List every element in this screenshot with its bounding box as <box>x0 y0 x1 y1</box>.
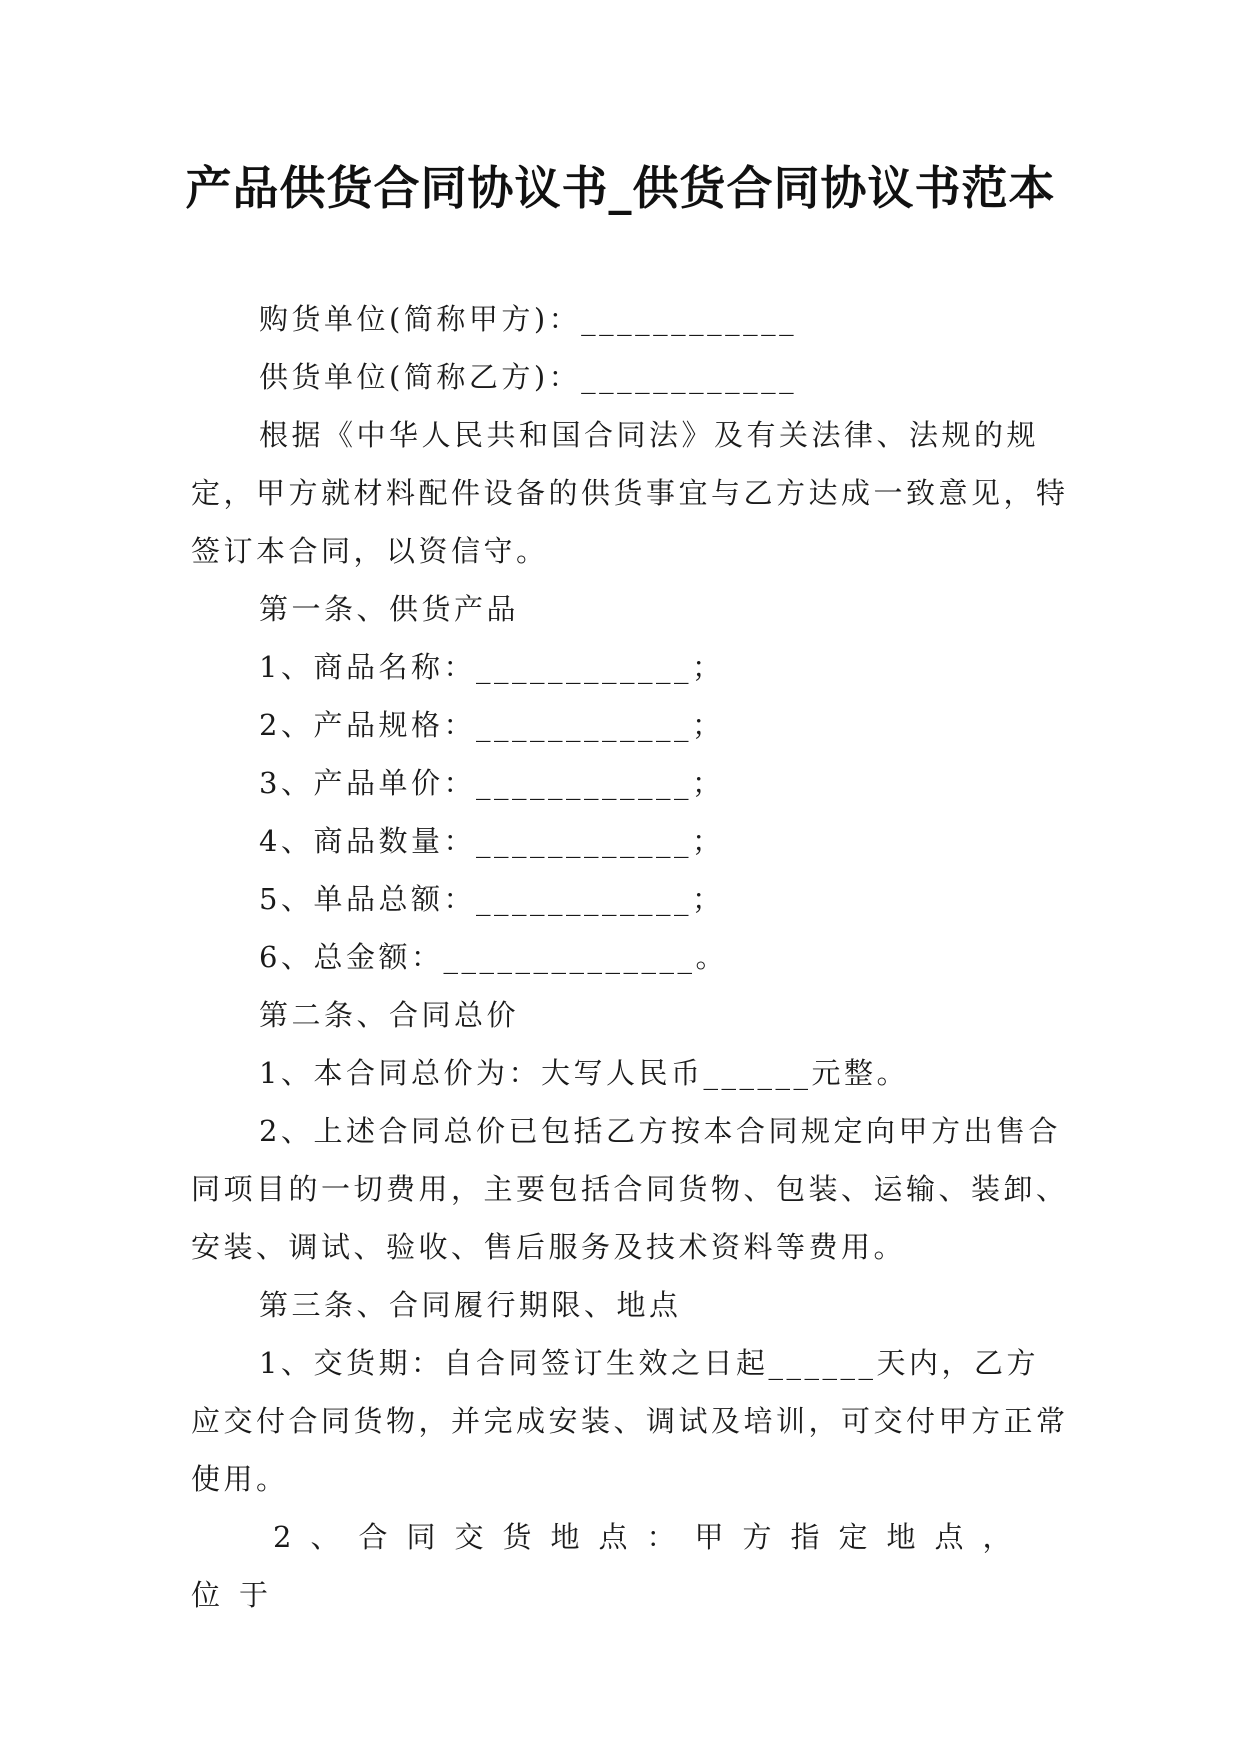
grand-total-line: 6、总金额：______________。 <box>259 940 728 974</box>
product-name-line: 1、商品名称：____________； <box>259 650 725 684</box>
article-3-heading: 第三条、合同履行期限、地点 <box>259 1288 682 1322</box>
delivery-period-paragraph: 1、交货期：自合同签订生效之日起______天内，乙方应交付合同货物，并完成安装、调试及培训，可交付甲方正常使用。 <box>191 1346 1069 1496</box>
contract-price-line: 1、本合同总价为：大写人民币______元整。 <box>259 1056 909 1090</box>
price-inclusion-paragraph: 2、上述合同总价已包括乙方按本合同规定向甲方出售合同项目的一切费用，主要包括合同货物、包装、运输、装卸、安装、调试、验收、售后服务及技术资料等费用。 <box>191 1114 1069 1264</box>
party-a-line: 购货单位(简称甲方)：____________ <box>259 302 798 336</box>
preamble-paragraph: 根据《中华人民共和国合同法》及有关法律、法规的规定，甲方就材料配件设备的供货事宜与乙方达成一致意见，特签订本合同，以资信守。 <box>191 418 1069 568</box>
party-b-line: 供货单位(简称乙方)：____________ <box>259 360 798 394</box>
product-quantity-line: 4、商品数量：____________； <box>259 824 725 858</box>
item-total-line: 5、单品总额：____________； <box>259 882 725 916</box>
delivery-location-line: 2、合同交货地点：甲方指定地点，位于 <box>191 1520 1031 1612</box>
article-1-heading: 第一条、供货产品 <box>259 592 520 626</box>
article-2-heading: 第二条、合同总价 <box>259 998 520 1032</box>
document-body <box>191 290 1071 1624</box>
product-spec-line: 2、产品规格：____________； <box>259 708 725 742</box>
document-title: 产品供货合同协议书_供货合同协议书范本 <box>185 161 1056 215</box>
product-price-line: 3、产品单价：____________； <box>259 766 725 800</box>
